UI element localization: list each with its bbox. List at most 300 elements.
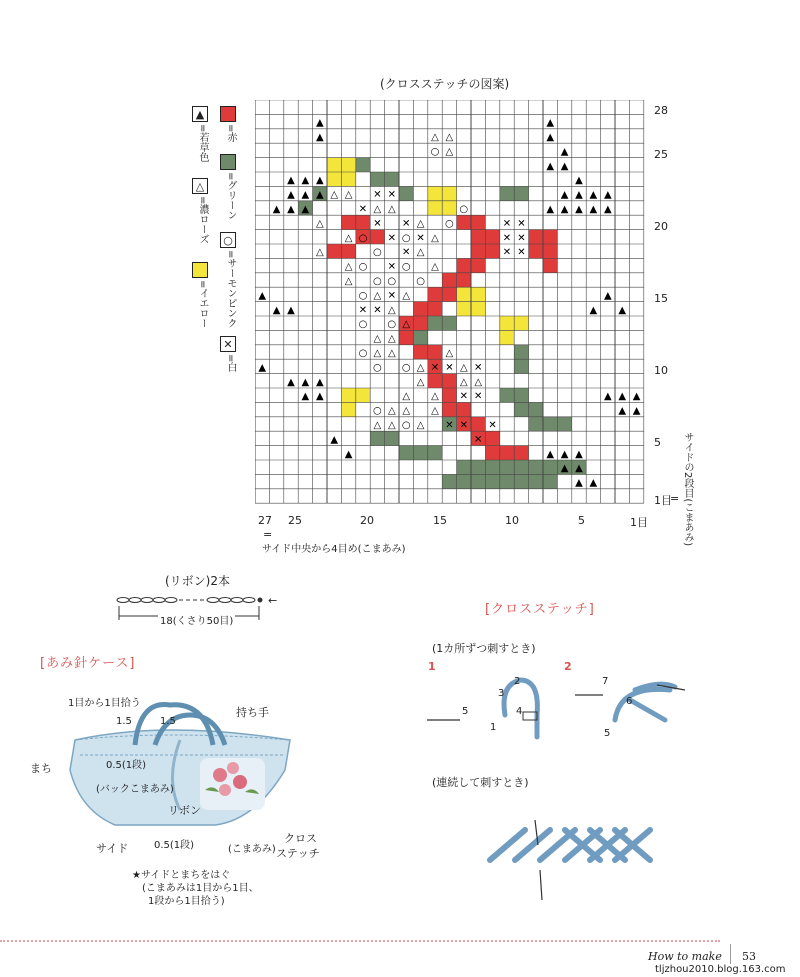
yellow-cell bbox=[327, 172, 341, 186]
green-cell bbox=[500, 388, 514, 402]
ribbon-label: (リボン)2本 bbox=[165, 574, 230, 588]
row-label-15: 15 bbox=[654, 292, 668, 305]
open-triangle-mark: △ bbox=[402, 290, 411, 302]
open-triangle-mark: △ bbox=[373, 333, 382, 345]
legend-item-3 bbox=[192, 262, 210, 328]
filled-triangle-mark: ▲ bbox=[560, 204, 569, 215]
cross-mark: ✕ bbox=[387, 232, 396, 244]
green-cell bbox=[514, 460, 528, 474]
filled-triangle-mark: ▲ bbox=[618, 304, 627, 316]
green-cell bbox=[356, 158, 370, 172]
legend-label-4: =赤 bbox=[225, 124, 236, 143]
filled-triangle-mark: ▲ bbox=[560, 189, 569, 201]
red-cell bbox=[413, 316, 427, 330]
filled-triangle-mark: ▲ bbox=[315, 376, 324, 388]
triangle-icon: △ bbox=[192, 178, 208, 194]
col-label-20: 20 bbox=[360, 514, 374, 527]
yellow-cell bbox=[341, 402, 355, 416]
red-cell bbox=[442, 273, 456, 287]
legend-item-6 bbox=[220, 232, 238, 328]
cross-mark: ✕ bbox=[445, 362, 454, 374]
green-cell bbox=[529, 417, 543, 431]
filled-triangle-mark: ▲ bbox=[287, 304, 295, 316]
red-cell bbox=[413, 302, 427, 316]
filled-triangle-mark: ▲ bbox=[603, 391, 612, 403]
cross-mark: ✕ bbox=[502, 232, 512, 244]
red-cell bbox=[442, 402, 456, 416]
filled-triangle-mark: ▲ bbox=[287, 376, 295, 388]
red-cell bbox=[356, 215, 370, 229]
filled-triangle-mark: ▲ bbox=[301, 189, 310, 201]
yellow-swatch bbox=[192, 262, 208, 278]
cross-mark: ✕ bbox=[402, 218, 411, 230]
row-label-20: 20 bbox=[654, 220, 668, 233]
green-cell bbox=[514, 186, 528, 200]
filled-triangle-mark: ▲ bbox=[560, 463, 569, 475]
right-note: サイドの2段目(こまあみ) bbox=[682, 432, 693, 547]
col-eq: = bbox=[263, 528, 273, 541]
circle-mark: ○ bbox=[358, 348, 368, 359]
open-triangle-mark: △ bbox=[416, 247, 425, 259]
green-cell bbox=[500, 460, 514, 474]
filled-triangle-mark: ▲ bbox=[603, 290, 612, 302]
filled-triangle-mark: ▲ bbox=[287, 204, 295, 215]
col-label-15: 15 bbox=[433, 514, 447, 527]
open-triangle-mark: △ bbox=[431, 132, 439, 143]
green-cell bbox=[428, 316, 442, 330]
filled-triangle-mark: ▲ bbox=[315, 189, 324, 201]
green-cell bbox=[529, 402, 543, 416]
open-triangle-mark: △ bbox=[431, 391, 439, 403]
open-triangle-mark: △ bbox=[402, 319, 411, 331]
cross-mark: ✕ bbox=[358, 204, 368, 215]
circle-mark: ○ bbox=[416, 276, 425, 287]
open-triangle-mark: △ bbox=[431, 261, 439, 273]
red-cell bbox=[442, 388, 456, 402]
open-triangle-mark: △ bbox=[344, 276, 353, 287]
open-triangle-mark: △ bbox=[344, 232, 353, 244]
case-note3: 1段から1目拾う) bbox=[148, 896, 225, 907]
green-cell bbox=[413, 330, 427, 344]
filled-triangle-mark: ▲ bbox=[272, 204, 281, 215]
filled-triangle-mark: ▲ bbox=[575, 175, 583, 187]
green-cell bbox=[529, 474, 543, 488]
single-cross-stitch-diagram bbox=[425, 665, 695, 745]
yellow-cell bbox=[457, 287, 471, 301]
case-note1: ★サイドとまちをはぐ bbox=[132, 870, 231, 881]
case-back: (バックこまあみ) bbox=[96, 784, 174, 795]
cross-mark: ✕ bbox=[459, 420, 468, 431]
cross-icon: ✕ bbox=[220, 336, 236, 352]
red-cell bbox=[428, 302, 442, 316]
cross-mark: ✕ bbox=[387, 290, 396, 302]
filled-triangle-mark: ▲ bbox=[258, 290, 267, 302]
footer-divider bbox=[0, 940, 720, 942]
filled-triangle-mark: ▲ bbox=[272, 304, 281, 316]
stitch-sub2: (連続して刺すとき) bbox=[432, 776, 529, 789]
yellow-cell bbox=[356, 388, 370, 402]
open-triangle-mark: △ bbox=[431, 232, 439, 244]
legend-item-1 bbox=[192, 106, 210, 162]
green-cell bbox=[514, 402, 528, 416]
yellow-cell bbox=[514, 316, 528, 330]
filled-triangle-mark: ▲ bbox=[632, 405, 641, 417]
legend-label-3: =イエロー bbox=[197, 280, 208, 329]
yellow-cell bbox=[341, 388, 355, 402]
case-cross1: クロス bbox=[284, 832, 317, 845]
circle-mark: ○ bbox=[358, 319, 368, 331]
red-cell bbox=[370, 230, 384, 244]
circle-mark: ○ bbox=[401, 232, 411, 244]
num-6: 6 bbox=[626, 696, 633, 707]
case-m15a: 1.5 bbox=[116, 716, 132, 727]
case-cross2: ステッチ bbox=[276, 847, 320, 860]
yellow-cell bbox=[428, 186, 442, 200]
filled-triangle-mark: ▲ bbox=[315, 132, 324, 143]
red-cell bbox=[471, 417, 485, 431]
ribbon-measure: 18(くさり50目) bbox=[158, 612, 235, 627]
red-cell bbox=[485, 431, 499, 445]
filled-triangle-mark: ▲ bbox=[632, 391, 641, 403]
open-triangle-mark: △ bbox=[459, 376, 468, 388]
green-cell bbox=[442, 316, 456, 330]
circle-mark: ○ bbox=[430, 146, 440, 158]
legend-item-2 bbox=[192, 178, 210, 244]
filled-triangle-mark: ▲ bbox=[575, 189, 583, 201]
green-cell bbox=[543, 417, 557, 431]
col-label-1: 1目 bbox=[630, 516, 648, 529]
green-cell bbox=[428, 446, 442, 460]
red-cell bbox=[543, 244, 557, 258]
cross-mark: ✕ bbox=[517, 232, 526, 244]
green-cell bbox=[370, 172, 384, 186]
open-triangle-mark: △ bbox=[431, 405, 439, 417]
circle-mark: ○ bbox=[401, 420, 411, 431]
row-label-eq: = bbox=[670, 492, 680, 505]
open-triangle-mark: △ bbox=[315, 247, 324, 259]
open-triangle-mark: △ bbox=[373, 290, 382, 302]
yellow-cell bbox=[471, 302, 485, 316]
case-handle: 持ち手 bbox=[236, 706, 269, 719]
filled-triangle-mark: ▲ bbox=[546, 132, 555, 143]
red-cell bbox=[471, 215, 485, 229]
filled-triangle-mark: ▲ bbox=[301, 391, 310, 403]
red-cell bbox=[442, 374, 456, 388]
filled-triangle-mark: ▲ bbox=[301, 376, 310, 388]
red-cell bbox=[500, 446, 514, 460]
green-cell bbox=[457, 460, 471, 474]
filled-triangle-mark: ▲ bbox=[603, 204, 612, 215]
legend-label-7: =白 bbox=[225, 354, 236, 373]
col-label-10: 10 bbox=[505, 514, 519, 527]
legend-label-2: =濃ローズ bbox=[197, 196, 208, 245]
num-1: 1 bbox=[490, 722, 497, 733]
case-row1: 0.5(1段) bbox=[106, 760, 147, 771]
filled-triangle-mark: ▲ bbox=[330, 434, 339, 446]
footer-site: tljzhou2010.blog.163.com bbox=[655, 964, 786, 975]
ribbon-arrow-icon: ← bbox=[268, 594, 278, 607]
num-3: 3 bbox=[498, 688, 505, 699]
circle-mark: ○ bbox=[445, 218, 454, 230]
red-cell bbox=[457, 215, 471, 229]
open-triangle-mark: △ bbox=[387, 348, 396, 359]
green-cell bbox=[442, 474, 456, 488]
filled-triangle-mark: ▲ bbox=[546, 448, 555, 460]
filled-triangle-mark: ▲ bbox=[560, 160, 569, 172]
filled-triangle-mark: ▲ bbox=[546, 204, 555, 215]
case-pickup: 1目から1目拾う bbox=[68, 698, 141, 709]
yellow-cell bbox=[442, 201, 456, 215]
filled-triangle-mark: ▲ bbox=[258, 362, 267, 374]
filled-triangle-mark: ▲ bbox=[618, 405, 627, 417]
red-cell bbox=[529, 244, 543, 258]
green-cell bbox=[514, 345, 528, 359]
yellow-cell bbox=[442, 186, 456, 200]
open-triangle-mark: △ bbox=[416, 362, 425, 374]
circle-mark: ○ bbox=[459, 204, 469, 215]
circle-mark: ○ bbox=[358, 232, 368, 244]
filled-triangle-mark: ▲ bbox=[315, 391, 324, 403]
red-cell bbox=[485, 230, 499, 244]
footer-page-number: 53 bbox=[742, 950, 756, 963]
open-triangle-mark: △ bbox=[344, 189, 353, 201]
legend-label-6: =サーモンピンク bbox=[225, 250, 236, 329]
filled-triangle-mark: ▲ bbox=[589, 304, 598, 316]
green-swatch bbox=[220, 154, 236, 170]
green-cell bbox=[399, 446, 413, 460]
red-swatch bbox=[220, 106, 236, 122]
open-triangle-mark: △ bbox=[330, 189, 339, 201]
open-triangle-mark: △ bbox=[373, 420, 382, 431]
green-cell bbox=[485, 460, 499, 474]
circle-icon: ○ bbox=[220, 232, 236, 248]
red-cell bbox=[413, 345, 427, 359]
cross-mark: ✕ bbox=[517, 218, 526, 230]
filled-triangle-mark: ▲ bbox=[344, 448, 353, 460]
open-triangle-mark: △ bbox=[387, 204, 396, 215]
cross-mark: ✕ bbox=[459, 391, 468, 403]
green-cell bbox=[471, 474, 485, 488]
step-1-number: 1 bbox=[428, 660, 436, 673]
yellow-cell bbox=[341, 172, 355, 186]
row-label-10: 10 bbox=[654, 364, 668, 377]
open-triangle-mark: △ bbox=[445, 146, 454, 158]
cross-mark: ✕ bbox=[502, 247, 512, 259]
case-heading: [あみ針ケース] bbox=[40, 656, 136, 671]
open-triangle-mark: △ bbox=[373, 204, 382, 215]
case-ribbon: リボン bbox=[168, 804, 201, 817]
circle-mark: ○ bbox=[401, 261, 411, 273]
num-2: 2 bbox=[514, 676, 521, 687]
filled-triangle-mark: ▲ bbox=[575, 463, 583, 475]
open-triangle-mark: △ bbox=[315, 218, 324, 230]
red-cell bbox=[529, 230, 543, 244]
green-cell bbox=[529, 460, 543, 474]
cross-mark: ✕ bbox=[416, 232, 425, 244]
footer-howto: How to make bbox=[648, 950, 722, 963]
row-label-5: 5 bbox=[654, 436, 661, 449]
circle-mark: ○ bbox=[373, 276, 382, 287]
yellow-cell bbox=[500, 316, 514, 330]
row-label-25: 25 bbox=[654, 148, 668, 161]
legend-label-5: =グリーン bbox=[225, 172, 236, 221]
cross-mark: ✕ bbox=[488, 420, 497, 431]
red-cell bbox=[428, 345, 442, 359]
filled-triangle-icon: ▲ bbox=[192, 106, 208, 122]
col-label-27: 27 bbox=[258, 514, 272, 527]
open-triangle-mark: △ bbox=[402, 405, 411, 417]
red-cell bbox=[327, 244, 341, 258]
col-label-25: 25 bbox=[288, 514, 302, 527]
open-triangle-mark: △ bbox=[387, 304, 396, 316]
green-cell bbox=[399, 186, 413, 200]
green-cell bbox=[471, 460, 485, 474]
open-triangle-mark: △ bbox=[402, 391, 411, 403]
case-row1b: 0.5(1段) bbox=[154, 840, 195, 851]
green-cell bbox=[543, 474, 557, 488]
open-triangle-mark: △ bbox=[474, 376, 483, 388]
cross-mark: ✕ bbox=[474, 434, 483, 446]
green-cell bbox=[543, 460, 557, 474]
yellow-cell bbox=[500, 330, 514, 344]
red-cell bbox=[471, 258, 485, 272]
red-cell bbox=[543, 230, 557, 244]
filled-triangle-mark: ▲ bbox=[575, 477, 583, 489]
red-cell bbox=[471, 230, 485, 244]
circle-mark: ○ bbox=[373, 362, 382, 374]
open-triangle-mark: △ bbox=[373, 348, 382, 359]
cross-mark: ✕ bbox=[373, 189, 382, 201]
cross-mark: ✕ bbox=[373, 304, 382, 316]
chart-title: (クロスステッチの図案) bbox=[380, 77, 510, 91]
filled-triangle-mark: ▲ bbox=[546, 160, 555, 172]
red-cell bbox=[428, 374, 442, 388]
filled-triangle-mark: ▲ bbox=[575, 448, 583, 460]
cross-mark: ✕ bbox=[474, 391, 483, 403]
circle-mark: ○ bbox=[401, 362, 411, 374]
open-triangle-mark: △ bbox=[416, 420, 425, 431]
step-2-number: 2 bbox=[564, 660, 572, 673]
filled-triangle-mark: ▲ bbox=[301, 204, 310, 215]
case-gusset: まち bbox=[30, 762, 52, 775]
cross-stitch-chart bbox=[255, 100, 650, 512]
row-label-1: 1目 bbox=[654, 494, 672, 507]
legend-item-5 bbox=[220, 154, 238, 220]
green-cell bbox=[557, 417, 571, 431]
filled-triangle-mark: ▲ bbox=[301, 175, 310, 187]
filled-triangle-mark: ▲ bbox=[315, 117, 324, 129]
filled-triangle-mark: ▲ bbox=[546, 117, 555, 129]
yellow-cell bbox=[428, 201, 442, 215]
open-triangle-mark: △ bbox=[387, 420, 396, 431]
filled-triangle-mark: ▲ bbox=[618, 391, 627, 403]
num-7: 7 bbox=[602, 676, 609, 687]
green-cell bbox=[370, 431, 384, 445]
filled-triangle-mark: ▲ bbox=[560, 146, 569, 158]
filled-triangle-mark: ▲ bbox=[575, 204, 583, 215]
open-triangle-mark: △ bbox=[459, 362, 468, 374]
circle-mark: ○ bbox=[358, 290, 368, 302]
red-cell bbox=[341, 244, 355, 258]
green-cell bbox=[514, 359, 528, 373]
cross-mark: ✕ bbox=[430, 362, 440, 374]
red-cell bbox=[485, 244, 499, 258]
red-cell bbox=[428, 287, 442, 301]
red-cell bbox=[457, 402, 471, 416]
circle-mark: ○ bbox=[373, 405, 382, 417]
yellow-cell bbox=[457, 302, 471, 316]
circle-mark: ○ bbox=[387, 319, 397, 331]
yellow-cell bbox=[471, 287, 485, 301]
green-cell bbox=[485, 474, 499, 488]
cross-mark: ✕ bbox=[373, 218, 382, 230]
cross-mark: ✕ bbox=[445, 420, 454, 431]
case-note2: (こまあみは1目から1目、 bbox=[142, 883, 259, 894]
red-cell bbox=[457, 258, 471, 272]
red-cell bbox=[341, 215, 355, 229]
green-cell bbox=[514, 474, 528, 488]
legend-item-4 bbox=[220, 106, 238, 142]
open-triangle-mark: △ bbox=[416, 218, 425, 230]
circle-mark: ○ bbox=[373, 247, 382, 259]
legend-label-1: =若草色 bbox=[197, 124, 208, 163]
filled-triangle-mark: ▲ bbox=[589, 189, 598, 201]
open-triangle-mark: △ bbox=[344, 261, 353, 273]
footer-separator bbox=[730, 944, 731, 964]
case-m15b: 1.5 bbox=[160, 716, 176, 727]
cross-mark: ✕ bbox=[402, 247, 411, 259]
cross-mark: ✕ bbox=[474, 362, 483, 374]
green-cell bbox=[457, 474, 471, 488]
needle-case-illustration bbox=[55, 700, 305, 850]
yellow-cell bbox=[341, 158, 355, 172]
red-cell bbox=[485, 446, 499, 460]
green-cell bbox=[385, 172, 399, 186]
num-5b: 5 bbox=[604, 728, 611, 739]
filled-triangle-mark: ▲ bbox=[287, 175, 295, 187]
green-cell bbox=[385, 431, 399, 445]
circle-mark: ○ bbox=[387, 276, 397, 287]
red-cell bbox=[442, 287, 456, 301]
red-cell bbox=[399, 330, 413, 344]
open-triangle-mark: △ bbox=[445, 348, 454, 359]
open-triangle-mark: △ bbox=[445, 132, 454, 143]
row-label-28: 28 bbox=[654, 104, 668, 117]
red-cell bbox=[514, 446, 528, 460]
col-label-5: 5 bbox=[578, 514, 585, 527]
filled-triangle-mark: ▲ bbox=[560, 448, 569, 460]
filled-triangle-mark: ▲ bbox=[603, 189, 612, 201]
red-cell bbox=[471, 244, 485, 258]
filled-triangle-mark: ▲ bbox=[589, 477, 598, 489]
filled-triangle-mark: ▲ bbox=[315, 175, 324, 187]
num-4: 4 bbox=[516, 706, 523, 717]
cross-mark: ✕ bbox=[387, 261, 396, 273]
green-cell bbox=[500, 186, 514, 200]
legend-item-7 bbox=[220, 336, 238, 372]
num-5a: 5 bbox=[462, 706, 469, 717]
open-triangle-mark: △ bbox=[416, 376, 425, 388]
case-sc: (こまあみ) bbox=[228, 844, 276, 855]
case-side: サイド bbox=[96, 842, 129, 855]
red-cell bbox=[457, 273, 471, 287]
open-triangle-mark: △ bbox=[387, 333, 396, 345]
open-triangle-mark: △ bbox=[387, 405, 396, 417]
stitch-sub1: (1カ所ずつ刺すとき) bbox=[432, 642, 536, 655]
red-cell bbox=[543, 258, 557, 272]
cross-mark: ✕ bbox=[387, 189, 396, 201]
yellow-cell bbox=[327, 158, 341, 172]
